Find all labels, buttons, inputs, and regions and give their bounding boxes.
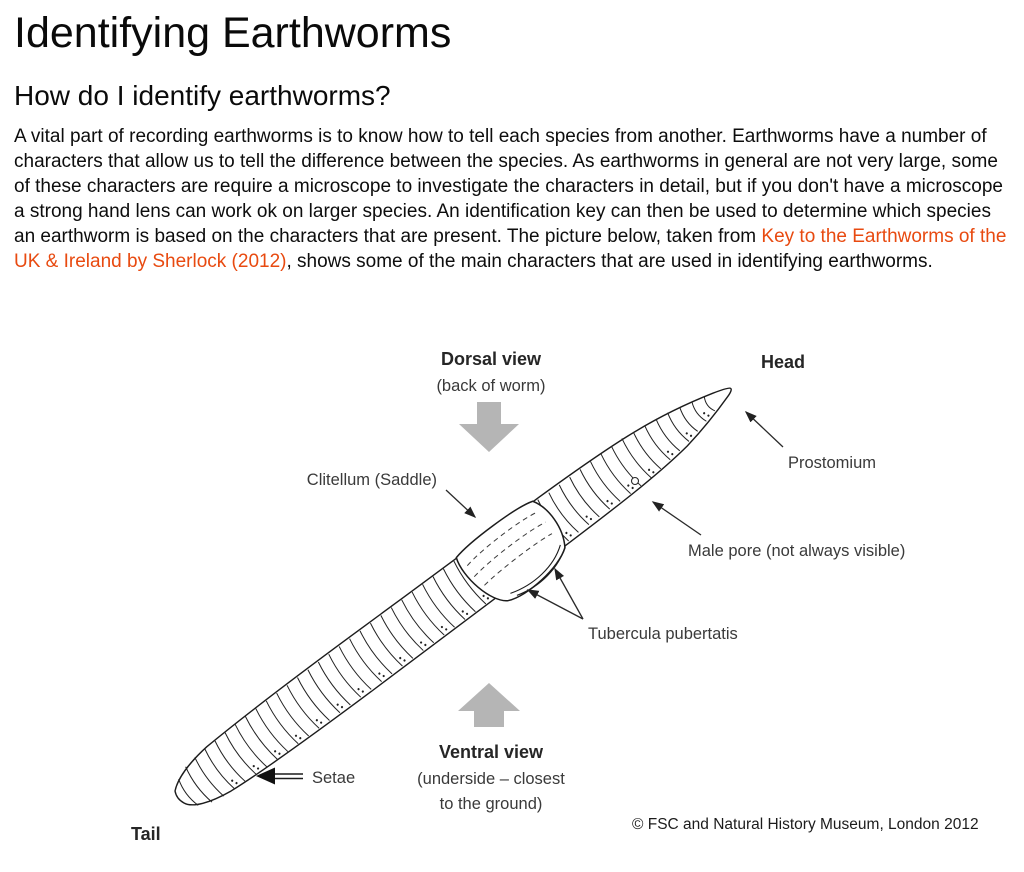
prostomium-arrow (746, 412, 783, 447)
male-pore-arrow (653, 502, 701, 535)
earthworm-diagram (0, 322, 1024, 867)
label-tail: Tail (131, 824, 161, 844)
label-male-pore: Male pore (not always visible) (688, 542, 906, 560)
intro-paragraph (14, 124, 1010, 274)
page-title: Identifying Earthworms (14, 9, 452, 57)
figure-credit: © FSC and Natural History Museum, London 2012 (632, 816, 979, 833)
clitellum-arrow (446, 490, 475, 517)
earthworm-key-link[interactable]: Key to the Earthworms of the UK & Ireland by Sherlock (2012) (14, 226, 1007, 273)
dorsal-view-arrow-icon (459, 402, 519, 452)
label-dorsal-view: Dorsal view (440, 349, 542, 369)
label-tubercula: Tubercula pubertatis (588, 625, 738, 643)
label-ventral-sub1: (underside – closest (417, 770, 565, 788)
label-dorsal-sub: (back of worm) (436, 377, 546, 395)
article (0, 10, 1024, 274)
label-ventral-view: Ventral view (438, 742, 544, 762)
label-setae: Setae (312, 769, 356, 787)
paragraph-text-before-link: A vital part of recording earthworms is to know how to tell each species from another. Earthworms have a number of characters that allow us to tell the difference between the species. As earthworms in general are not very large, some of these characters are require a microscope to investigate the characters in detail, but if you don't have a microscope a strong hand lens can work ok on larger species. An identification key can then be used to determine which species an earthworm is based on the characters that are present. The picture below, taken from (14, 126, 1003, 248)
paragraph-text-after-link: , shows some of the main characters that are used in identifying earthworms. (286, 251, 933, 273)
label-prostomium: Prostomium (788, 454, 877, 472)
ventral-view-arrow-icon (458, 683, 520, 727)
section-heading: How do I identify earthworms? (14, 80, 391, 112)
label-ventral-sub2: to the ground) (439, 795, 543, 813)
male-pore-mark (632, 478, 639, 485)
label-head: Head (760, 352, 806, 372)
earthworm-diagram-figure (0, 322, 1024, 867)
worm-illustration (160, 363, 756, 833)
label-clitellum: Clitellum (Saddle) (306, 471, 437, 489)
